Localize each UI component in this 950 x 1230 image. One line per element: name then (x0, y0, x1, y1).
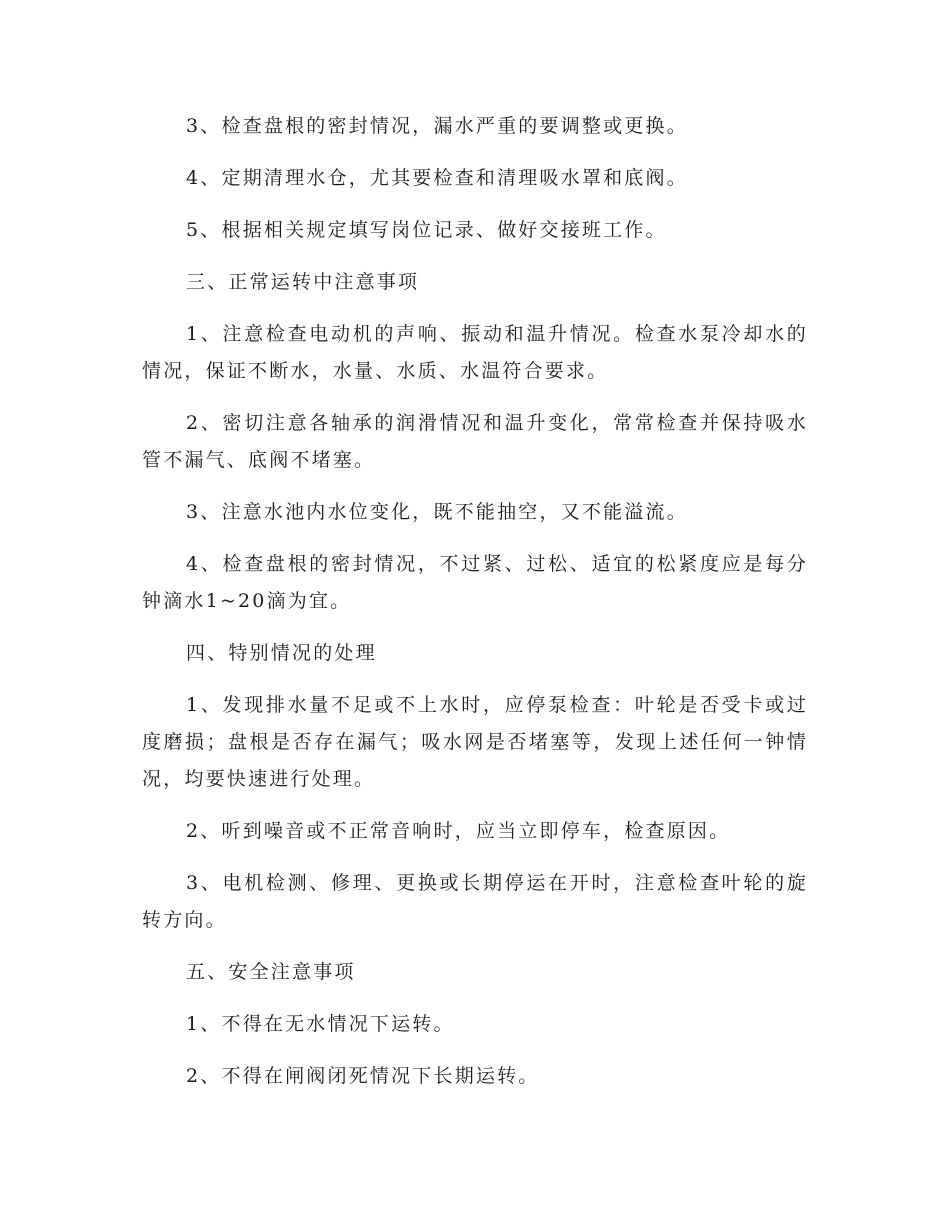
section-heading-4: 四、特别情况的处理 (186, 642, 377, 664)
paragraph-operation-2: 2、密切注意各轴承的润滑情况和温升变化，常常检查并保持吸水管不漏气、底阀不堵塞。 (142, 412, 808, 471)
section-heading-5: 五、安全注意事项 (186, 961, 356, 983)
paragraph-operation-3: 3、注意水池内水位变化，既不能抽空，又不能溢流。 (186, 501, 688, 523)
paragraph-operation-1: 1、注意检查电动机的声响、振动和温升情况。检查水泵冷却水的情况，保证不断水，水量、水质、水温符合要求。 (142, 323, 808, 382)
paragraph-operation-4: 4、检查盘根的密封情况，不过紧、过松、适宜的松紧度应是每分钟滴水1~20滴为宜。 (142, 553, 808, 612)
paragraph-special-1: 1、发现排水量不足或不上水时，应停泵检查：叶轮是否受卡或过度磨损；盘根是否存在漏气；吸水网是否堵塞等，发现上述任何一钟情况，均要快速进行处理。 (142, 694, 808, 790)
paragraph-item-5-records: 5、根据相关规定填写岗位记录、做好交接班工作。 (186, 219, 667, 241)
section-heading-3: 三、正常运转中注意事项 (186, 271, 420, 293)
paragraph-item-3-seal: 3、检查盘根的密封情况，漏水严重的要调整或更换。 (186, 115, 688, 137)
paragraph-special-2: 2、听到噪音或不正常音响时，应当立即停车，检查原因。 (186, 820, 731, 842)
paragraph-special-3: 3、电机检测、修理、更换或长期停运在开时，注意检查叶轮的旋转方向。 (142, 872, 808, 931)
paragraph-item-4-clean-sump: 4、定期清理水仓，尤其要检查和清理吸水罩和底阀。 (186, 167, 688, 189)
paragraph-safety-2: 2、不得在闸阀闭死情况下长期运转。 (186, 1065, 540, 1087)
document-body (142, 108, 808, 1095)
paragraph-safety-1: 1、不得在无水情况下运转。 (186, 1013, 455, 1035)
